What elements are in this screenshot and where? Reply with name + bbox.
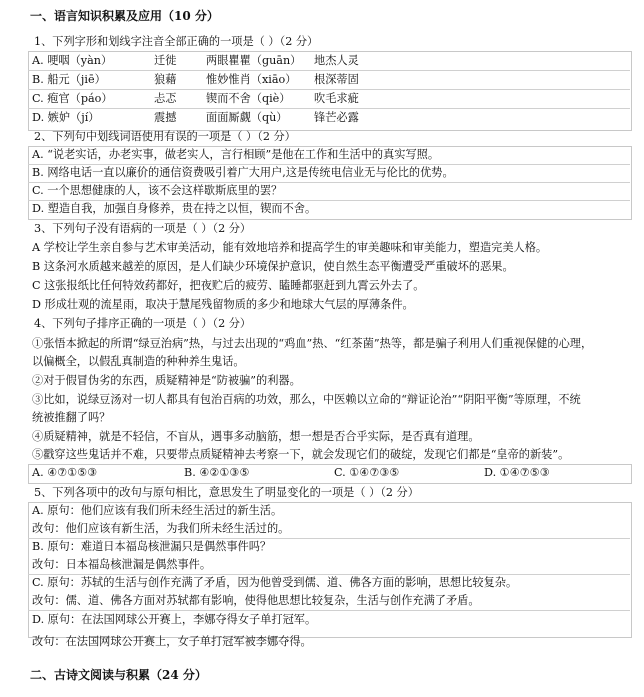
q5-a-revised: 改句：他们应该有新生活，为我们所未经生活过的。 [32,522,290,535]
q4-sentence-4: ④质疑精神，就是不轻信，不盲从，遇事多动脑筋，想一想是否合乎实际，是否真有道理。 [32,430,480,443]
q3-option-c: C 这张报纸比任何特效药都好，把夜贮后的疲劳、瞌睡都驱赶到九霄云外去了。 [32,279,425,292]
q4-sentence-1-line1: ①张悟本掀起的所谓“绿豆治病”热，与过去出现的“鸡血”热、“红茶菌”热等，都是骗子利用人们重视保健的心理， [32,337,593,350]
q1-a-word2: 迁徙 [154,54,177,67]
q2-stem: 2、下列句中划线词语使用有误的一项是（ ）（2 分） [34,130,296,143]
q4-sentence-1-line2: 以偏概全，以假乱真制造的种种养生鬼话。 [32,355,245,368]
q1-b-word2: 狼藉 [154,73,177,86]
q5-c-original: C. 原句：苏轼的生活与创作充满了矛盾，因为他曾受到儒、道、佛各方面的影响，思想比较复杂。 [32,576,518,589]
q3-option-b: B 这条河水质越来越差的原因，是人们缺少环境保护意识，使自然生态平衡遭受严重破坏的恶果。 [32,260,514,273]
q1-b-word1: B. 船元（jiē） [32,73,106,86]
q4-sentence-5: ⑤戳穿这些鬼话并不难，只要带点质疑精神去考察一下，就会发现它们的破绽，发现它们都是“皇帝的新装”。 [32,448,570,461]
q1-a-word1: A. 哽咽（yàn） [32,54,113,67]
q4-sentence-2: ②对于假冒伪劣的东西，质疑精神是“防被骗”的利器。 [32,374,301,387]
q5-b-revised: 改句：日本福岛核泄漏是偶然事件。 [32,558,212,571]
q3-stem: 3、下列句子没有语病的一项是（ ）（2 分） [34,222,252,235]
q1-stem: 1、下列字形和划线字注音全部正确的一项是（ ）（2 分） [34,35,319,48]
q2-option-a: A. “说老实话，办老实事，做老实人，言行相顾”是他在工作和生活中的真实写照。 [32,148,440,161]
q3-option-a: A 学校让学生亲自参与艺术审美活动，能有效地培养和提高学生的审美趣味和审美能力，塑造完美人格。 [32,241,548,254]
q5-c-revised: 改句：儒、道、佛各方面对苏轼都有影响，使得他思想比较复杂，生活与创作充满了矛盾。 [32,594,480,607]
q1-b-word3: 惟妙惟肖（xiāo） [206,73,297,86]
section-2-title: 二、古诗文阅读与积累（24 分） [30,668,207,682]
q2-option-c: C. 一个思想健康的人，该不会这样歇斯底里的罢？ [32,184,283,197]
q4-option-a: A. ④⑦①⑤③ [32,466,98,479]
q5-b-original: B. 原句：难道日本福岛核泄漏只是偶然事件吗？ [32,540,272,553]
q1-d-word1: D. 嫉妒（jí） [32,111,100,124]
q4-sentence-3-line2: 统被推翻了吗？ [32,411,111,424]
q4-option-b: B. ④②①③⑤ [184,466,250,479]
q2-option-d: D. 塑造自我，加强自身修养，贵在持之以恒，锲而不舍。 [32,202,317,215]
q4-option-d: D. ①④⑦⑤③ [484,466,550,479]
q1-d-word4: 锋芒必露 [314,111,359,124]
q5-a-original: A. 原句：他们应该有我们所未经生活过的新生活。 [32,504,283,517]
q1-b-word4: 根深蒂固 [314,73,359,86]
q1-d-word3: 面面厮觑（qù） [206,111,288,124]
q1-c-word3: 锲而不舍（qiè） [206,92,291,105]
q5-stem: 5、下列各项中的改句与原句相比，意思发生了明显变化的一项是（ ）（2 分） [34,486,419,499]
q4-option-c: C. ①④⑦③⑤ [334,466,400,479]
q1-c-word2: 忐忑 [154,92,177,105]
q1-a-word4: 地杰人灵 [314,54,359,67]
q1-d-word2: 震撼 [154,111,177,124]
q1-c-word4: 吹毛求疵 [314,92,359,105]
q2-option-b: B. 网络电话一直以廉价的通信资费吸引着广大用户,这是传统电信业无与伦比的优势。 [32,166,454,179]
q5-d-original: D. 原句：在法国网球公开赛上，李娜夺得女子单打冠军。 [32,613,317,626]
q1-a-word3: 两眼瞿瞿（guān） [206,54,302,67]
q4-sentence-3-line1: ③比如，说绿豆汤对一切人都具有包治百病的功效，那么，中医赖以立命的“辩证论治”“阴阳平衡”等原理，不统 [32,393,581,406]
q5-d-revised: 改句：在法国网球公开赛上，女子单打冠军被李娜夺得。 [32,635,312,648]
section-1-title: 一、语言知识积累及应用（10 分） [30,9,219,23]
q1-c-word1: C. 疱官（páo） [32,92,113,105]
q4-stem: 4、下列句子排序正确的一项是（ ）（2 分） [34,317,252,330]
q3-option-d: D 形成壮观的流星雨，取决于慧尾残留物质的多少和地球大气层的厚薄条件。 [32,298,414,311]
